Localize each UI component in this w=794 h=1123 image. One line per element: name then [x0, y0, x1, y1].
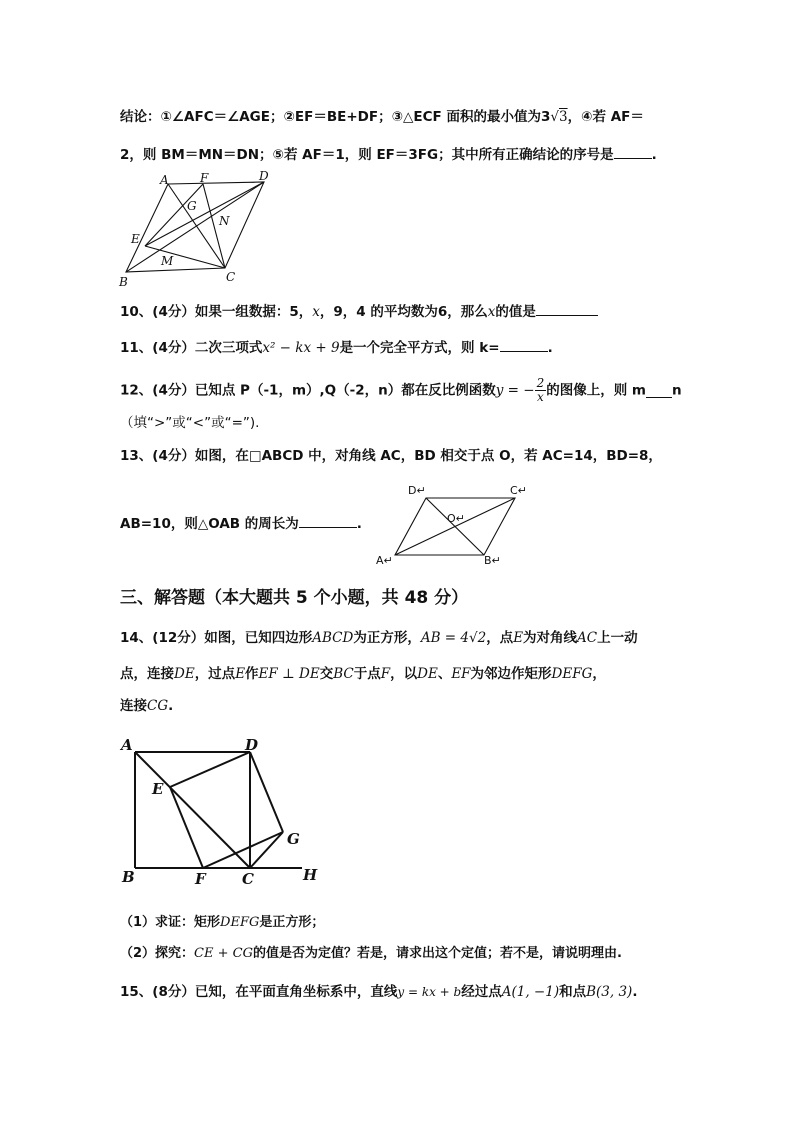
q14-defg: DEFG: [551, 666, 593, 682]
fig9-label-G: G: [187, 199, 197, 213]
fig13-label-C: C↵: [510, 484, 527, 497]
q14-text-1d: 为对角线: [523, 630, 578, 646]
q14-de2: DE: [417, 666, 438, 682]
q11-expression: x² − kx + 9: [262, 340, 340, 356]
q14-text-1e: 上一动: [597, 630, 638, 646]
fig13-label-O: O↵: [447, 512, 465, 525]
fig9-label-N: N: [219, 214, 230, 228]
q9-parallelogram-figure: [114, 168, 284, 290]
q9-answer-blank[interactable]: [614, 145, 652, 159]
q11-prefix: 11、(4分）二次三项式: [120, 340, 263, 356]
q12-fraction-denominator: x: [536, 390, 544, 404]
q14-text-2d: 交: [319, 666, 334, 682]
q9-text-part1: 结论：①∠AFC＝∠AGE；②EF＝BE+DF；③△ECF 面积的最小值为3: [120, 109, 551, 125]
q13-line2: [120, 514, 362, 533]
q14-line3: [120, 697, 173, 715]
q14-ac: AC: [577, 630, 598, 646]
q13-parallelogram-figure: [370, 478, 540, 568]
fig9-label-A: A: [160, 173, 169, 187]
q14-line2: [120, 665, 606, 683]
fig14-label-A: A: [121, 736, 133, 754]
q14-text-2a: 点，连接: [120, 666, 174, 682]
q9-text-part2: ，④若 AF＝: [567, 109, 644, 125]
section-3-title: 三、解答题（本大题共 5 个小题，共 48 分）: [120, 588, 469, 608]
q10-answer-blank[interactable]: [536, 302, 598, 316]
q14-text-2i: ，: [592, 666, 606, 682]
fig13-label-D: D↵: [408, 484, 426, 497]
q13-end: .: [356, 516, 362, 532]
q13-text: AB=10，则△OAB 的周长为: [120, 516, 299, 532]
q15-c: 和点: [559, 984, 587, 1000]
q9-conclusion-line2: [120, 145, 657, 164]
q10-suffix: 的值是: [495, 304, 536, 320]
fig14-label-B: B: [122, 868, 135, 886]
q15-point-a: A(1, −1): [501, 984, 560, 1000]
q14-text-2e: 于点: [353, 666, 381, 682]
q10-line: [120, 302, 598, 321]
q9-conclusion-line1: [120, 108, 644, 126]
q14-cg: CG: [147, 698, 169, 714]
q12-function-lhs: y = −: [495, 382, 535, 399]
q14-ef-perp-de: EF ⊥ DE: [258, 666, 320, 682]
q14-sub1: [120, 914, 324, 932]
fig13-label-A: A↵: [376, 554, 393, 567]
sqrt-radicand: 3: [558, 109, 568, 125]
q12-line1: [120, 377, 682, 404]
q11-answer-blank[interactable]: [500, 338, 548, 352]
q14-text-2c: 作: [245, 666, 259, 682]
q15-d: .: [632, 984, 638, 1000]
q15-line-equation: y = kx + b: [397, 985, 462, 999]
q14-de: DE: [174, 666, 195, 682]
q14-abcd: ABCD: [312, 630, 354, 646]
q9-end: .: [651, 147, 657, 163]
q15-point-b: B(3, 3): [586, 984, 633, 1000]
q9-text-part3: 2，则 BM＝MN＝DN；⑤若 AF＝1，则 EF＝3FG；其中所有正确结论的序号是: [120, 147, 614, 163]
q14-text-1b: 为正方形，: [353, 630, 421, 646]
q13-line1: 13、(4分）如图，在□ABCD 中，对角线 AC，BD 相交于点 O，若 AC=14，BD=8，: [120, 448, 662, 464]
q14-text-2g: 、: [437, 666, 452, 682]
q14-sub1-a: （1）求证：矩形: [120, 915, 221, 930]
fig9-label-M: M: [161, 254, 174, 268]
q14-sub2-a: （2）探究：: [120, 946, 195, 961]
q14-point-e2: E: [235, 666, 246, 682]
fig14-label-C: C: [242, 870, 254, 886]
fig9-label-D: D: [259, 169, 269, 183]
q14-point-e: E: [513, 630, 524, 646]
q12-fraction-numerator: 2: [536, 376, 545, 390]
q14-text-1c: ，点: [486, 630, 514, 646]
fig14-label-E: E: [152, 780, 164, 798]
q12-suffix: 的图像上，则 m: [546, 382, 646, 399]
q14-ef2: EF: [451, 666, 471, 682]
fig13-label-B: B↵: [484, 554, 501, 567]
q12-answer-blank[interactable]: [646, 384, 672, 398]
q15-line: [120, 983, 637, 1001]
fig9-label-B: B: [119, 275, 128, 289]
fig9-label-E: E: [131, 232, 140, 246]
q14-text-3b: .: [168, 698, 174, 714]
q14-square-figure: [118, 734, 324, 886]
q14-text-2b: ，过点: [194, 666, 236, 682]
q10-var-x: x: [312, 304, 320, 320]
q11-suffix: 是一个完全平方式，则 k=: [339, 340, 500, 356]
q14-sub1-b: 是正方形；: [259, 915, 325, 930]
sqrt-symbol: √: [550, 109, 559, 125]
fig14-label-D: D: [245, 736, 259, 754]
fig14-label-H: H: [303, 866, 318, 884]
q15-b: 经过点: [461, 984, 502, 1000]
q14-point-f: F: [380, 666, 391, 682]
q14-sub2-b: 的值是否为定值？若是，请求出这个定值；若不是，请说明理由.: [252, 946, 622, 961]
q12-fraction: [535, 377, 547, 404]
q12-prefix: 12、(4分）已知点 P（-1，m）,Q（-2，n）都在反比例函数: [120, 382, 496, 399]
q13-answer-blank[interactable]: [299, 514, 357, 528]
q14-sub2-expr: CE + CG: [194, 946, 253, 961]
fig14-label-F: F: [195, 870, 206, 886]
q12-n: n: [671, 382, 682, 399]
q11-line: [120, 338, 553, 357]
q10-mid: ，9，4 的平均数为6，那么: [319, 304, 488, 320]
q11-end: .: [547, 340, 553, 356]
q14-text-2h: 为邻边作矩形: [470, 666, 552, 682]
fig9-label-F: F: [200, 171, 209, 185]
q10-prefix: 10、(4分）如果一组数据：5，: [120, 304, 313, 320]
fig14-label-G: G: [287, 830, 300, 848]
q14-text-2f: ，以: [390, 666, 418, 682]
q14-sub2: [120, 945, 622, 963]
q12-line2: （填“>”或“<”或“=”).: [120, 415, 260, 431]
q14-bc: BC: [333, 666, 354, 682]
q15-a: 15、(8分）已知，在平面直角坐标系中，直线: [120, 984, 398, 1000]
q14-ab-length: AB = 4√2: [420, 630, 487, 646]
q10-var-x2: x: [487, 304, 496, 320]
q14-text-1a: 14、(12分）如图，已知四边形: [120, 630, 313, 646]
fig9-label-C: C: [226, 270, 236, 284]
q14-line1: [120, 629, 638, 647]
q14-text-3a: 连接: [120, 698, 147, 714]
q14-sub1-defg: DEFG: [220, 915, 260, 930]
